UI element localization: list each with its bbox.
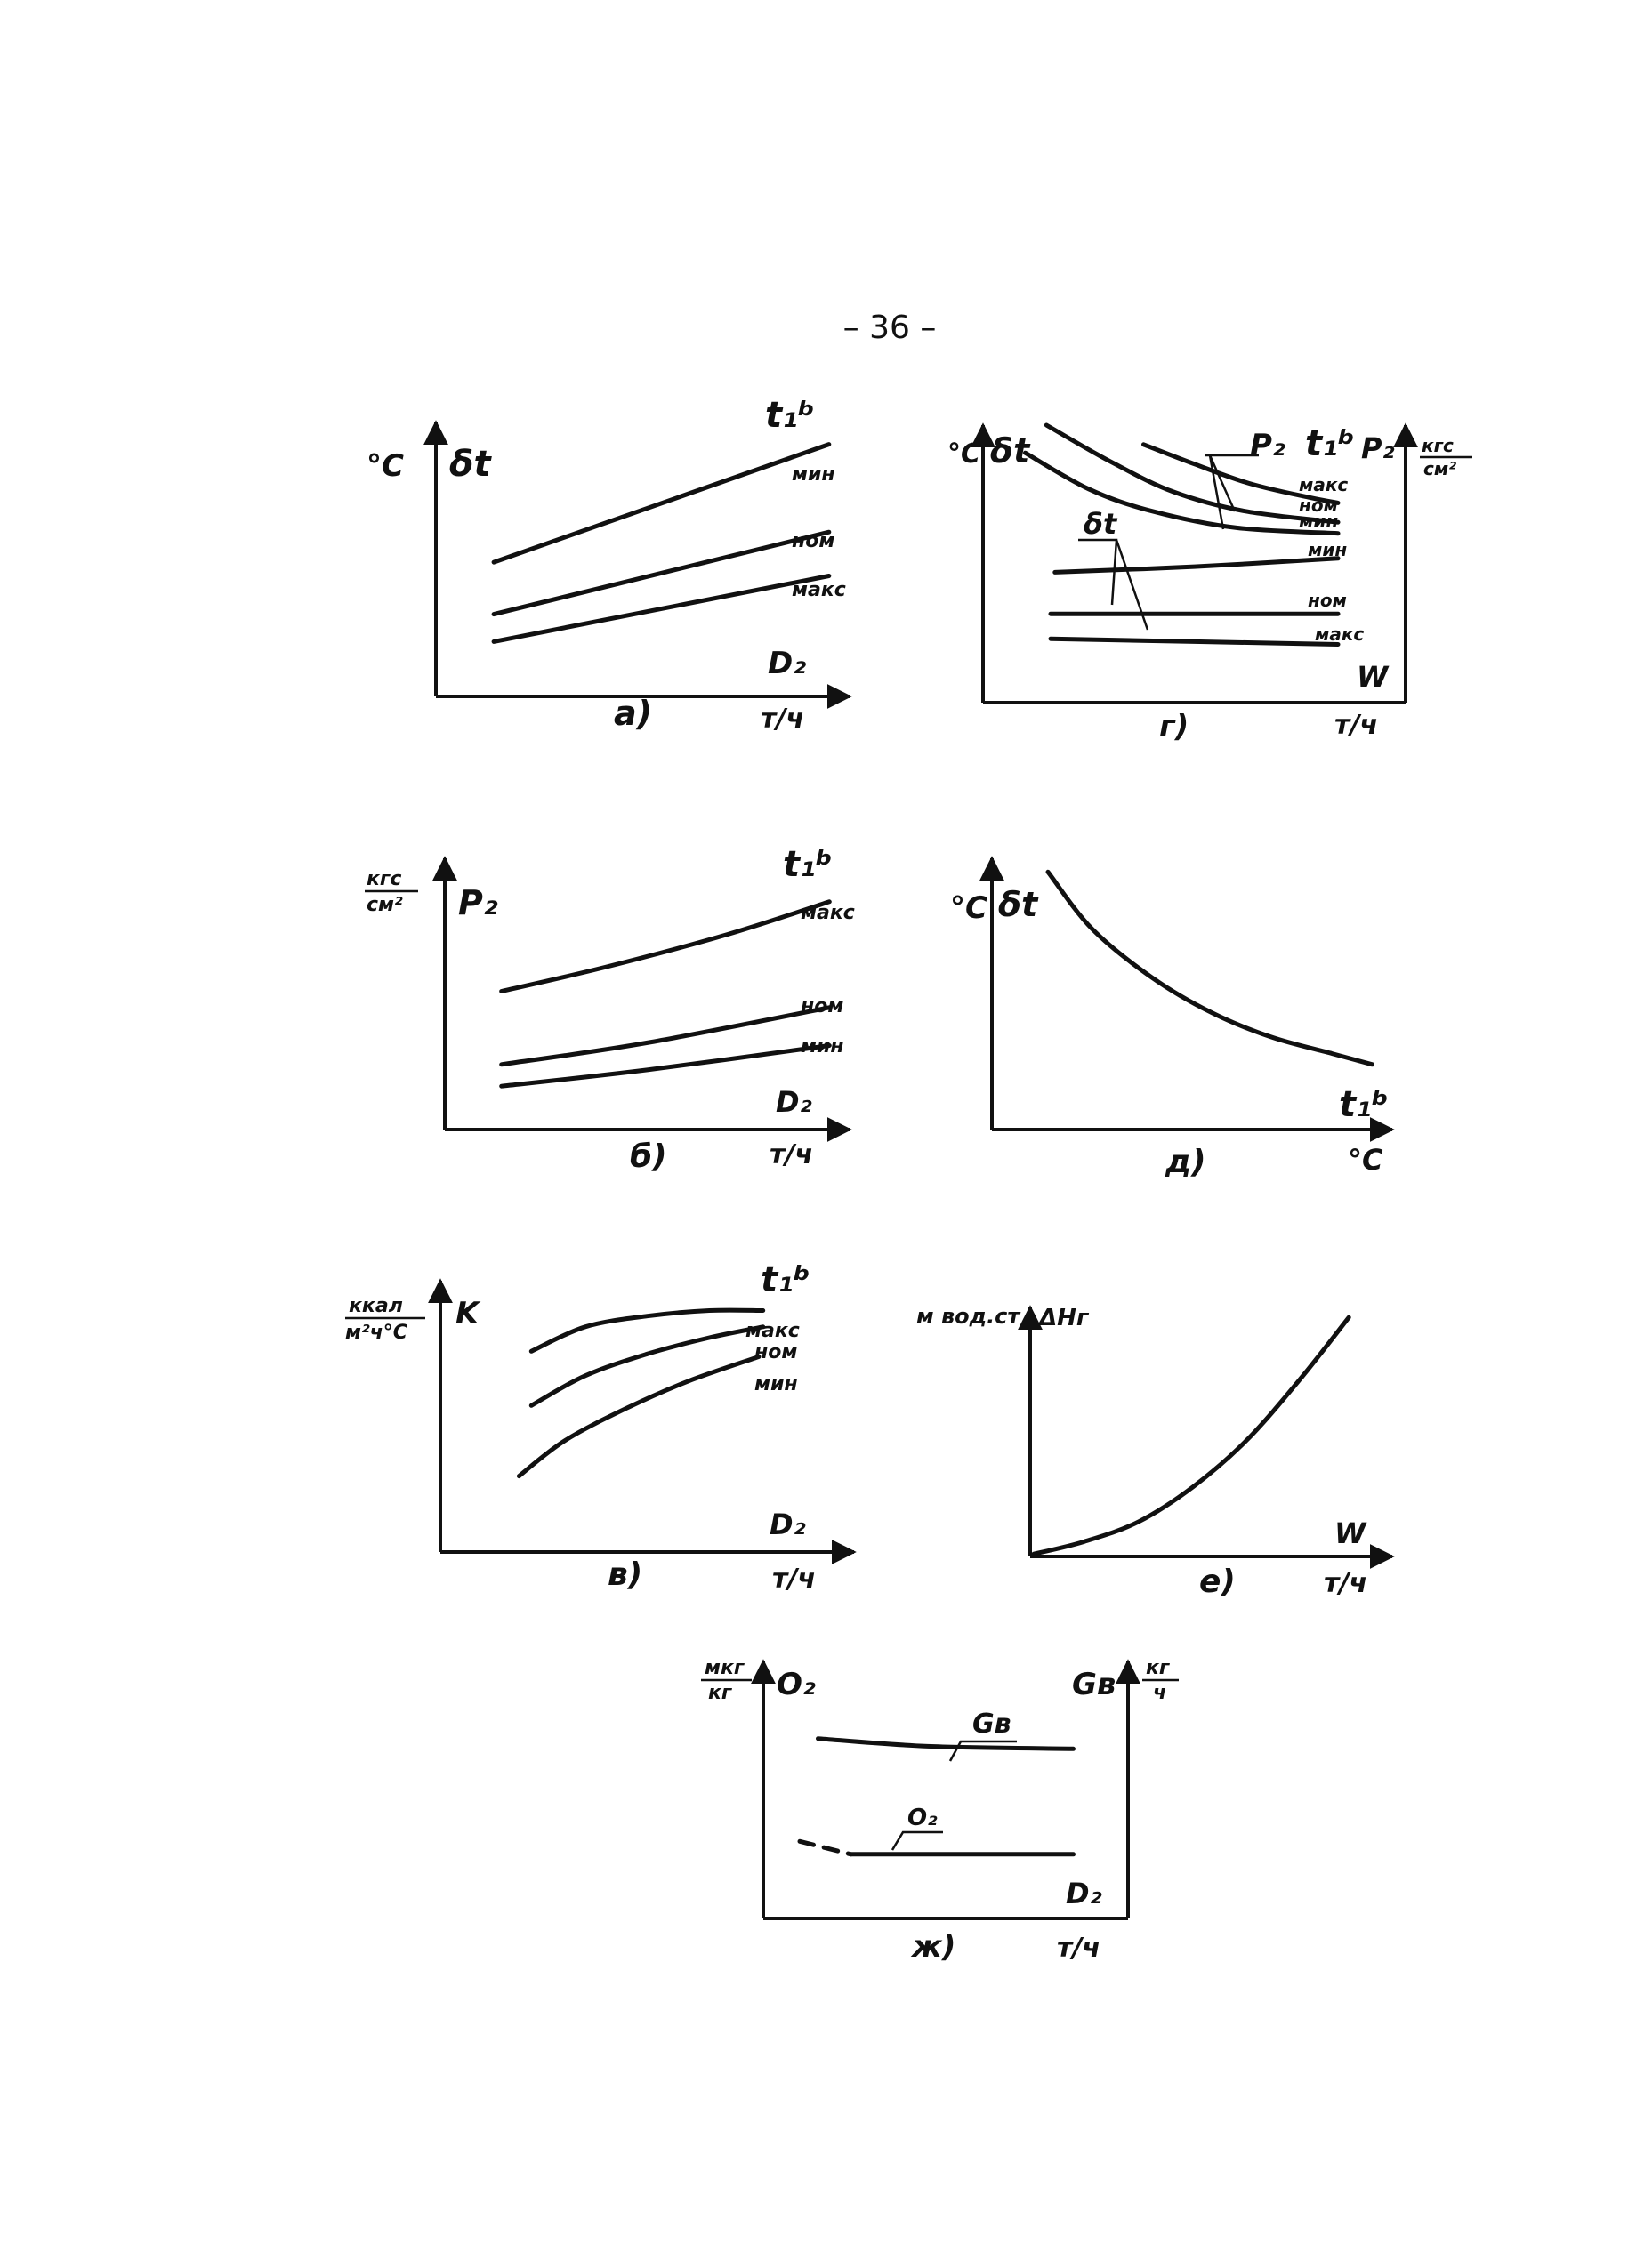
chart-v-x-symbol: D₂ bbox=[770, 1508, 806, 1541]
chart-v-y-unit-den: м²ч°C bbox=[345, 1322, 407, 1344]
chart-a-series-2-line bbox=[494, 576, 829, 642]
chart-e-lines bbox=[1034, 1317, 1349, 1554]
chart-zh-y-symbol: O₂ bbox=[777, 1667, 816, 1702]
chart-v-panel-label: в) bbox=[608, 1556, 643, 1593]
chart-b-x-unit: т/ч bbox=[770, 1139, 813, 1170]
chart-g-series-label-bottom-1: ном bbox=[1308, 590, 1347, 611]
chart-v-series-label-2: мин bbox=[754, 1373, 798, 1395]
chart-g-series-label-top-2: мин bbox=[1299, 511, 1339, 532]
chart-e-y-symbol: ΔHг bbox=[1039, 1305, 1089, 1331]
chart-a-x-symbol: D₂ bbox=[768, 646, 807, 681]
chart-d-lines bbox=[1048, 872, 1373, 1065]
chart-g-legend-title: t₁ᵇ bbox=[1305, 423, 1355, 464]
chart-zh-y2-unit-den: ч bbox=[1153, 1682, 1167, 1704]
chart-v-y-unit-num: ккал bbox=[349, 1295, 403, 1317]
chart-e-series-0-line bbox=[1034, 1317, 1349, 1554]
chart-g-series-label-bottom-0: мин bbox=[1308, 539, 1348, 560]
chart-g-series-label-bottom-2: макс bbox=[1315, 623, 1365, 645]
chart-d-x-symbol: t₁ᵇ bbox=[1339, 1084, 1389, 1125]
chart-a-panel-label: а) bbox=[614, 694, 653, 733]
chart-b-lines bbox=[502, 902, 830, 1086]
chart-d-series-0-line bbox=[1048, 872, 1373, 1065]
chart-g-y2-symbol: P₂ bbox=[1361, 431, 1395, 465]
chart-zh-series-label-0: Gв bbox=[972, 1709, 1011, 1740]
chart-zh-leader-o2 bbox=[892, 1832, 943, 1850]
chart-a-y-unit: °C bbox=[367, 448, 404, 484]
chart-zh-series-2-line bbox=[800, 1841, 850, 1854]
chart-a-series-label-1: ном bbox=[792, 530, 835, 552]
chart-zh bbox=[701, 1657, 1179, 1965]
chart-d-x-unit: °C bbox=[1348, 1143, 1383, 1177]
chart-v-series-0-line bbox=[531, 1310, 762, 1351]
chart-b bbox=[365, 844, 855, 1175]
chart-zh-y2-unit-num: кг bbox=[1146, 1657, 1170, 1679]
chart-d bbox=[950, 858, 1392, 1180]
chart-e-y-unit: м вод.ст bbox=[916, 1304, 1020, 1329]
chart-b-series-label-0: макс bbox=[801, 902, 855, 924]
chart-g-group-label-top: P₂ bbox=[1250, 428, 1285, 463]
chart-g-series-5-line bbox=[1051, 639, 1338, 644]
chart-a bbox=[367, 395, 850, 735]
chart-v-series-label-1: ном bbox=[754, 1341, 798, 1363]
chart-g-y-symbol: δt bbox=[990, 431, 1030, 470]
chart-v-lines bbox=[519, 1310, 762, 1476]
chart-a-x-unit: т/ч bbox=[761, 704, 804, 735]
chart-e-x-unit: т/ч bbox=[1324, 1568, 1367, 1599]
chart-v-legend-title: t₁ᵇ bbox=[761, 1259, 810, 1300]
chart-g-y2-unit-num: кгс bbox=[1422, 435, 1454, 456]
chart-zh-x-unit: т/ч bbox=[1057, 1933, 1100, 1964]
chart-g-group-label-bottom: δt bbox=[1084, 507, 1117, 541]
chart-b-x-symbol: D₂ bbox=[776, 1085, 812, 1119]
chart-b-series-2-line bbox=[502, 1046, 830, 1087]
chart-e-panel-label: е) bbox=[1199, 1564, 1236, 1600]
chart-a-series-label-0: мин bbox=[792, 463, 835, 486]
chart-g-leader-bottom bbox=[1078, 540, 1148, 630]
chart-zh-lines bbox=[800, 1739, 1074, 1854]
chart-g-y-unit: °C bbox=[947, 438, 981, 470]
chart-b-panel-label: б) bbox=[630, 1138, 667, 1175]
chart-g-series-label-top-0: макс bbox=[1299, 474, 1349, 495]
chart-d-y-unit: °C bbox=[950, 890, 987, 926]
chart-zh-leader-gv bbox=[950, 1741, 1017, 1761]
chart-d-panel-label: д) bbox=[1165, 1144, 1206, 1180]
chart-zh-x-symbol: D₂ bbox=[1066, 1877, 1102, 1910]
chart-v-x-unit: т/ч bbox=[772, 1564, 816, 1595]
chart-v-series-label-0: макс bbox=[745, 1320, 800, 1342]
chart-d-y-symbol: δt bbox=[998, 885, 1038, 924]
chart-a-legend-title: t₁ᵇ bbox=[765, 395, 815, 436]
chart-b-legend-title: t₁ᵇ bbox=[783, 844, 833, 885]
chart-zh-y-unit-den: кг bbox=[708, 1682, 732, 1704]
chart-g-y2-unit-den: см² bbox=[1423, 458, 1456, 479]
chart-g-lines bbox=[1026, 425, 1339, 645]
chart-a-lines bbox=[494, 445, 829, 642]
chart-g-x-symbol: W bbox=[1357, 660, 1389, 694]
chart-b-series-label-2: мин bbox=[801, 1035, 844, 1058]
chart-v-series-2-line bbox=[519, 1356, 759, 1476]
chart-g-x-unit: т/ч bbox=[1334, 710, 1378, 741]
chart-v bbox=[345, 1259, 854, 1595]
chart-b-y-unit-den: см² bbox=[367, 894, 403, 916]
chart-zh-series-0-line bbox=[818, 1739, 1074, 1749]
chart-zh-series-label-1: O₂ bbox=[907, 1805, 938, 1831]
chart-zh-panel-label: ж) bbox=[912, 1929, 956, 1965]
chart-b-series-1-line bbox=[502, 1008, 830, 1065]
page-number: – 36 – bbox=[842, 310, 937, 346]
chart-zh-y2-symbol: Gв bbox=[1072, 1667, 1116, 1702]
chart-v-y-symbol: K bbox=[455, 1296, 480, 1331]
chart-b-series-label-1: ном bbox=[801, 995, 844, 1017]
chart-e bbox=[916, 1304, 1392, 1600]
chart-a-series-label-2: макс bbox=[792, 579, 846, 601]
chart-g-series-3-line bbox=[1055, 559, 1338, 573]
chart-a-y-symbol: δt bbox=[449, 444, 491, 485]
chart-b-series-0-line bbox=[502, 902, 830, 992]
chart-g-leader-top bbox=[1205, 455, 1259, 529]
chart-g bbox=[947, 423, 1472, 744]
chart-g-panel-label: г) bbox=[1159, 709, 1189, 744]
chart-b-y-symbol: P₂ bbox=[458, 883, 498, 922]
chart-e-x-symbol: W bbox=[1334, 1516, 1366, 1550]
chart-g-series-label-top-1: ном bbox=[1299, 495, 1338, 516]
chart-b-y-unit-num: кгс bbox=[367, 868, 402, 890]
chart-zh-y-unit-num: мкг bbox=[705, 1657, 745, 1679]
